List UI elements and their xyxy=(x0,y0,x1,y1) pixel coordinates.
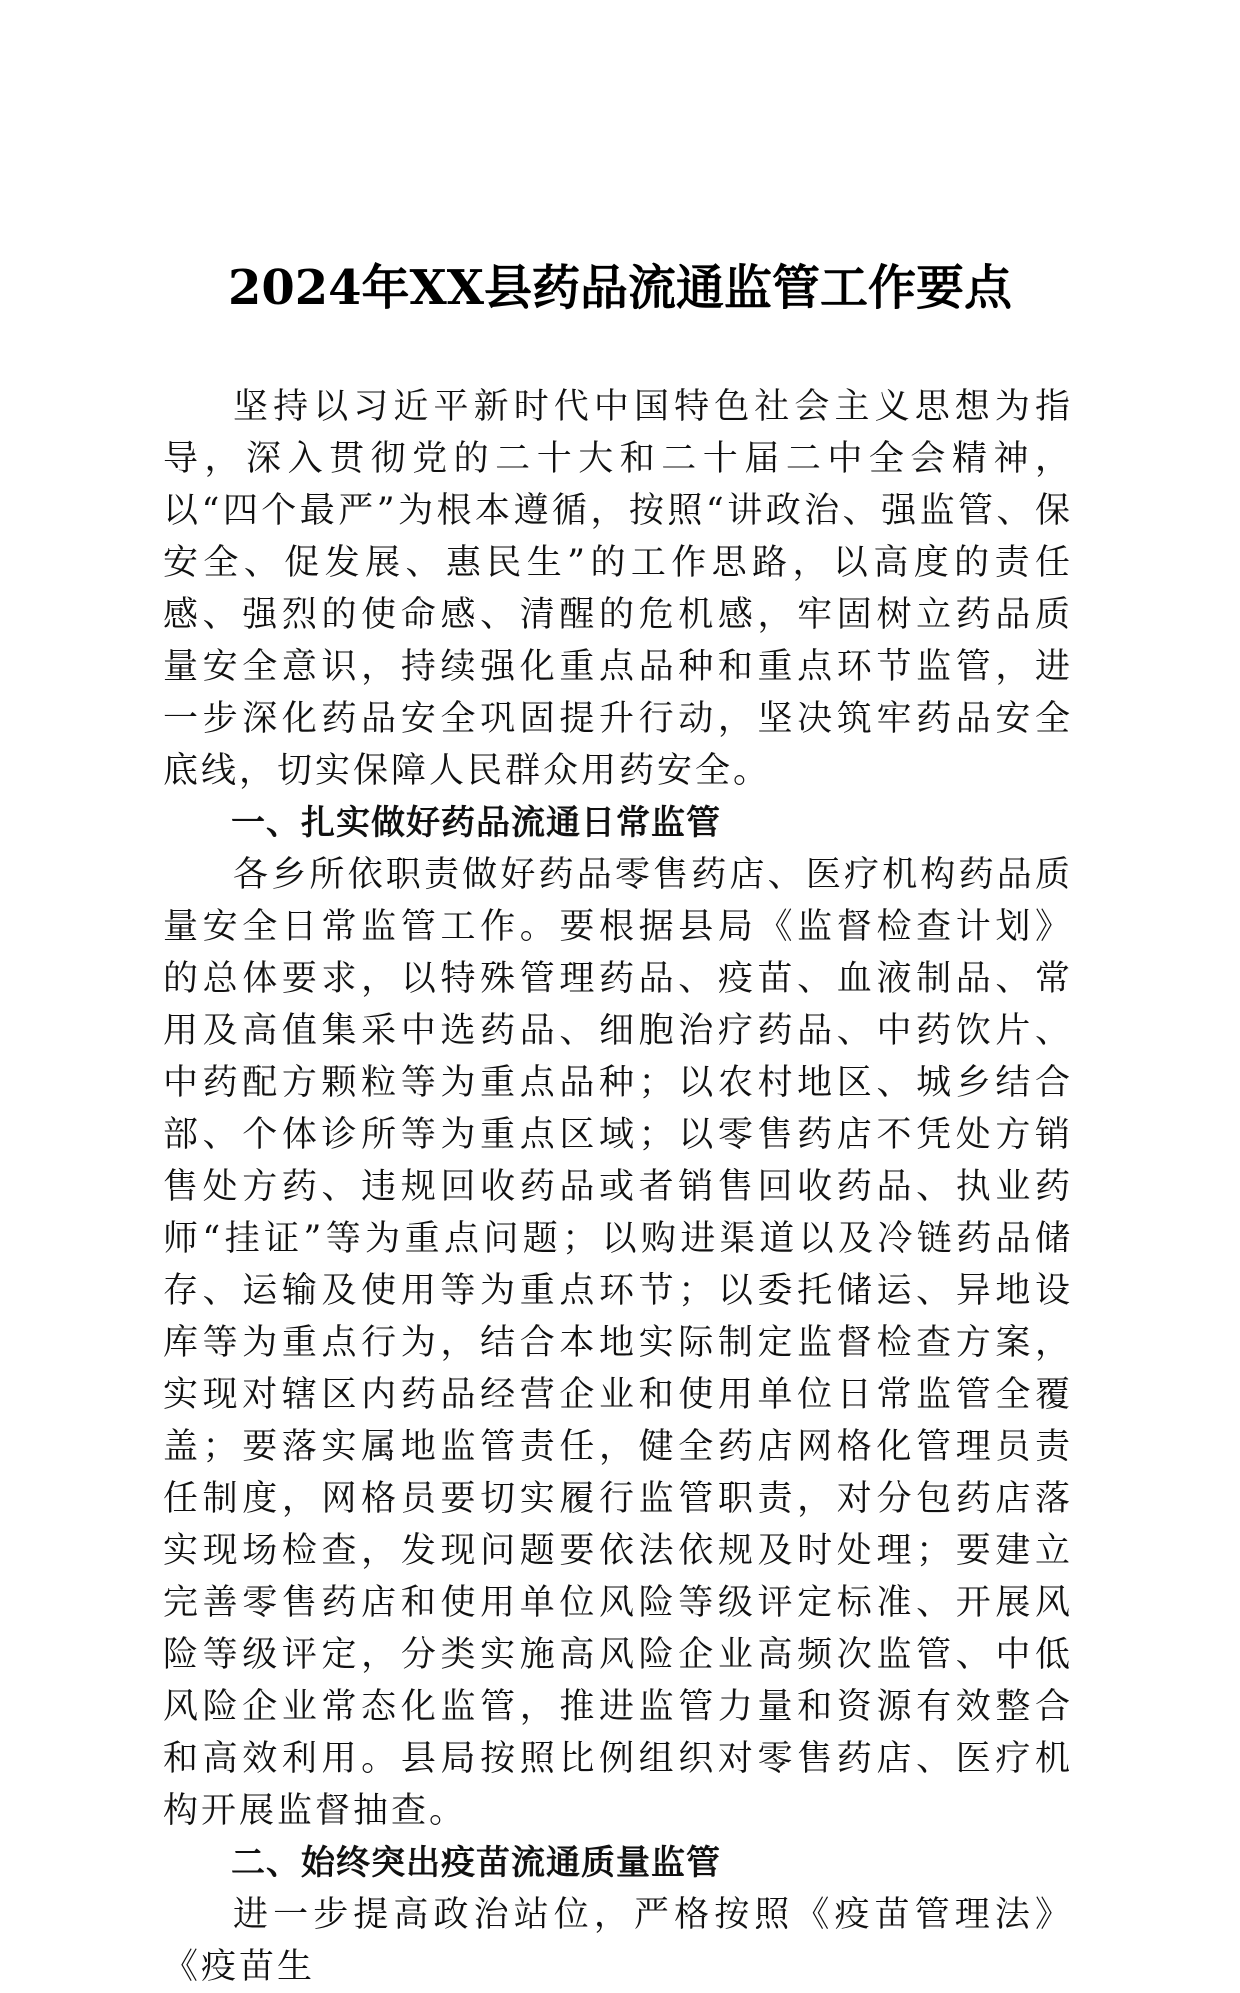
intro-paragraph: 坚持以习近平新时代中国特色社会主义思想为指导，深入贯彻党的二十大和二十届二中全会精神，以“四个最严”为根本遵循，按照“讲政治、强监管、保安全、促发展、惠民生”的工作思路，以高度的责任感、强烈的使命感、清醒的危机感，牢固树立药品质量安全意识，持续强化重点品种和重点环节监管，进一步深化药品安全巩固提升行动，坚决筑牢药品安全底线，切实保障人民群众用药安全。 xyxy=(163,387,1073,791)
section-2-heading: 二、始终突出疫苗流通质量监管 xyxy=(231,1843,721,1883)
section-2-paragraph: 进一步提高政治站位，严格按照《疫苗管理法》《疫苗生 xyxy=(163,1895,1073,1987)
section-1-heading: 一、扎实做好药品流通日常监管 xyxy=(231,803,721,843)
document-body xyxy=(163,381,1073,1993)
document-title: 2024年XX县药品流通监管工作要点 xyxy=(227,260,1013,316)
section-1-paragraph: 各乡所依职责做好药品零售药店、医疗机构药品质量安全日常监管工作。要根据县局《监督检查计划》的总体要求，以特殊管理药品、疫苗、血液制品、常用及高值集采中选药品、细胞治疗药品、中药饮片、中药配方颗粒等为重点品种；以农村地区、城乡结合部、个体诊所等为重点区域；以零售药店不凭处方销售处方药、违规回收药品或者销售回收药品、执业药师“挂证”等为重点问题；以购进渠道以及冷链药品储存、运输及使用等为重点环节；以委托储运、异地设库等为重点行为，结合本地实际制定监督检查方案，实现对辖区内药品经营企业和使用单位日常监管全覆盖；要落实属地监管责任，健全药店网格化管理员责任制度，网格员要切实履行监管职责，对分包药店落实现场检查，发现问题要依法依规及时处理；要建立完善零售药店和使用单位风险等级评定标准、开展风险等级评定，分类实施高风险企业高频次监管、中低风险企业常态化监管，推进监管力量和资源有效整合和高效利用。县局按照比例组织对零售药店、医疗机构开展监督抽查。 xyxy=(163,855,1073,1831)
